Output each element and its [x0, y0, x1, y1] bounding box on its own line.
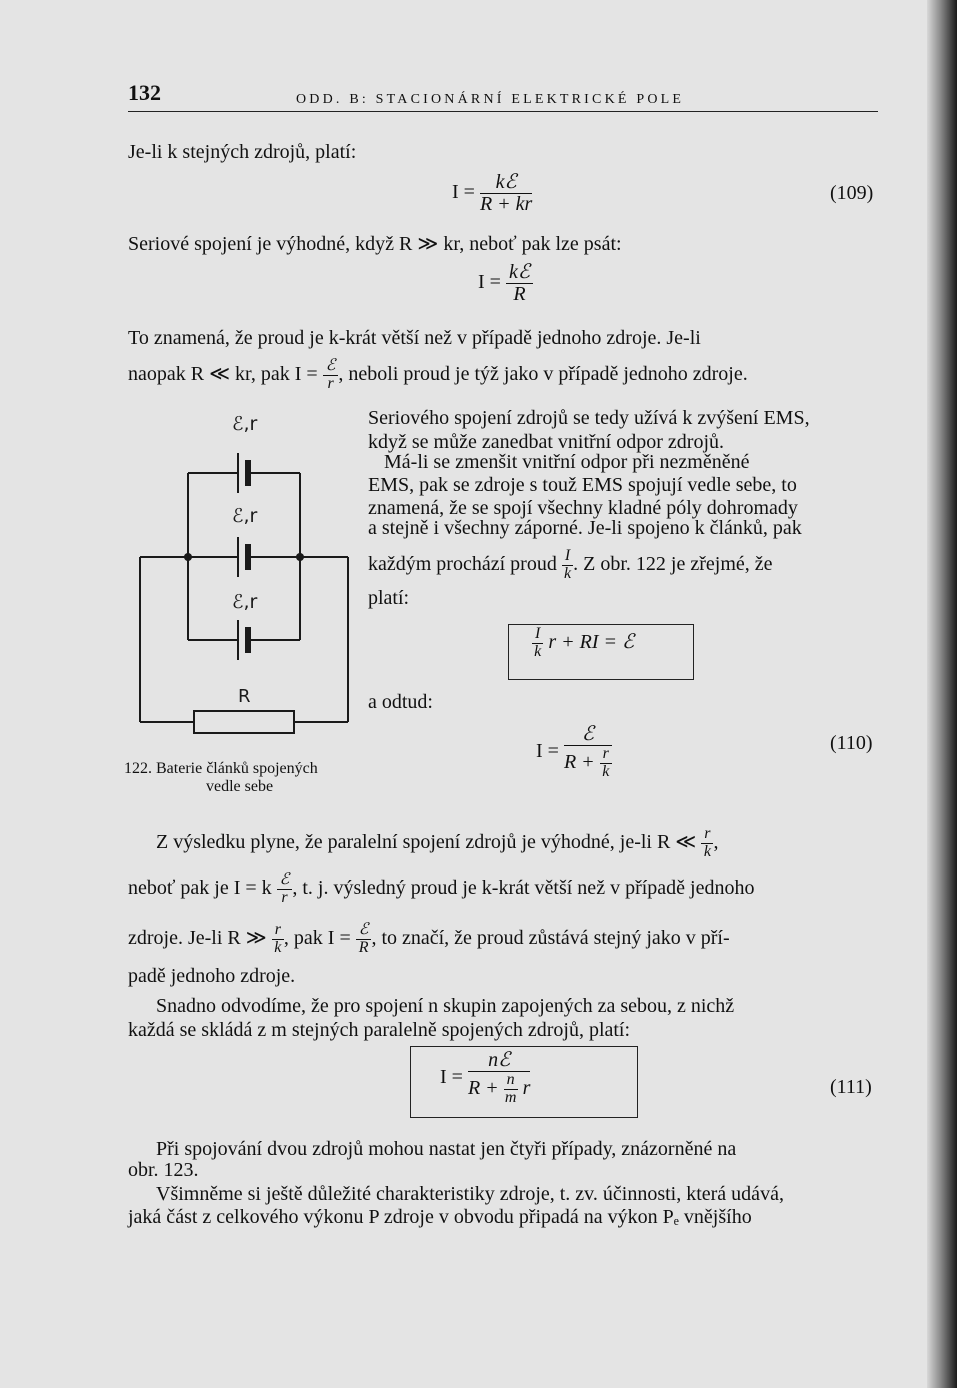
- p4-l2-text-b: , t. j. výsledný proud je k-krát větší než v případě jednoho: [292, 876, 755, 899]
- p4-l3-frac1-den: k: [274, 938, 282, 956]
- equation-110: [536, 724, 612, 781]
- eq111-den-frac-den: m: [504, 1088, 517, 1106]
- cell-label-3: ℰ,r: [232, 591, 258, 613]
- eq111-numerator: nℰ: [468, 1050, 531, 1072]
- resistor-label: R: [238, 686, 251, 707]
- p4-l1-frac-den: k: [703, 842, 711, 860]
- paragraph-3-line-1: To znamená, že proud je k-krát větší než v případě jednoho zdroje. Je-li: [128, 327, 701, 349]
- paragraph-3-line-2: [128, 358, 748, 393]
- junction-right: [296, 553, 304, 561]
- p3-text-a: naopak R ≪ kr, pak I =: [128, 362, 318, 385]
- right-col-line-7: [368, 548, 773, 583]
- paragraph-4-line-2: [128, 872, 754, 907]
- rc-l7-fraction: [562, 548, 573, 583]
- eq111-den-frac-num: n: [504, 1072, 518, 1090]
- equation-series: [478, 262, 533, 305]
- eq111-fraction: [468, 1050, 531, 1107]
- right-col-line-4: EMS, pak se zdroje s touž EMS spojují vedle sebe, to: [368, 474, 797, 496]
- eq110-lhs: I =: [536, 739, 559, 762]
- p4-l3-frac2-num: ℰ: [356, 922, 372, 940]
- p4-l3-frac2-den: R: [358, 938, 369, 956]
- eq110-den-fraction: [600, 746, 612, 781]
- equation-111: [440, 1050, 530, 1107]
- right-col-line-8: platí:: [368, 587, 410, 609]
- paragraph-5-line-1: Snadno odvodíme, že pro spojení n skupin zapojených za sebou, z nichž: [156, 995, 735, 1017]
- boxed-eq-fraction: [532, 626, 543, 661]
- paragraph-6-line-2: obr. 123.: [128, 1159, 199, 1181]
- p4-l1-text-b: ,: [713, 830, 719, 853]
- rc-l7-text-b: . Z obr. 122 je zřejmé, že: [573, 552, 773, 575]
- paragraph-7-line-2: jaká část z celkového výkonu P zdroje v obvodu připadá na výkon Pₑ vnějšího: [128, 1206, 752, 1228]
- eq111-denominator: [468, 1072, 531, 1107]
- boxed-eq-frac-num: I: [532, 626, 543, 644]
- eq109-fraction: [480, 172, 532, 215]
- p4-l1-fraction: [701, 826, 713, 861]
- boxed-eq-rest: r + RI = ℰ: [548, 630, 635, 653]
- p4-l3-text-c: , to značí, že proud zůstává stejný jako v pří-: [371, 926, 730, 949]
- eq-series-fraction: [506, 262, 533, 305]
- p4-l2-fraction: [277, 872, 293, 907]
- paragraph-1: Je-li k stejných zdrojů, platí:: [128, 141, 357, 163]
- p4-l3-text-a: zdroje. Je-li R ≫: [128, 926, 267, 949]
- eq109-numerator: kℰ: [480, 172, 532, 194]
- running-title: ODD. B: STACIONÁRNÍ ELEKTRICKÉ POLE: [296, 92, 685, 107]
- figure-caption-line-2: vedle sebe: [206, 778, 274, 795]
- paragraph-4-line-3: [128, 922, 730, 957]
- right-col-line-1: Seriového spojení zdrojů se tedy užívá k zvýšení EMS,: [368, 407, 810, 429]
- p3-frac-den: r: [327, 374, 334, 392]
- p4-l1-frac-num: r: [701, 826, 713, 844]
- page-edge-shadow: [927, 0, 957, 1388]
- right-col-line-3: Má-li se zmenšit vnitřní odpor při nezměněné: [384, 451, 750, 473]
- header-rule: [128, 111, 878, 112]
- figure-caption-line-1: 122. Baterie článků spojených: [124, 760, 318, 777]
- junction-left: [184, 553, 192, 561]
- eq-series-numerator: kℰ: [506, 262, 533, 284]
- eq110-numerator: ℰ: [564, 724, 612, 746]
- paragraph-2: Seriové spojení je výhodné, když R ≫ kr, neboť pak lze psát:: [128, 233, 622, 255]
- eq111-den-text-a: R +: [467, 1076, 499, 1099]
- p3-text-b: , neboli proud je týž jako v případě jednoho zdroje.: [338, 362, 748, 385]
- eq-series-denominator: R: [513, 283, 526, 305]
- paragraph-5-line-2: každá se skládá z m stejných paralelně spojených zdrojů, platí:: [128, 1019, 631, 1041]
- boxed-equation: [532, 626, 634, 661]
- paragraph-4-line-1: [156, 826, 718, 861]
- rc-l7-frac-den: k: [563, 564, 572, 582]
- p4-l2-frac-den: r: [281, 888, 288, 906]
- eq110-den-frac-num: r: [600, 746, 612, 764]
- p4-l3-fraction-2: [356, 922, 372, 957]
- p3-frac-num: ℰ: [323, 358, 339, 376]
- eq110-fraction: [564, 724, 612, 781]
- p4-l2-frac-num: ℰ: [277, 872, 293, 890]
- battery-cells: [238, 453, 248, 660]
- paragraph-4-line-4: padě jednoho zdroje.: [128, 965, 296, 987]
- p4-l2-text-a: neboť pak je I = k: [128, 876, 272, 899]
- equation-109: [452, 172, 532, 215]
- p4-l1-text-a: Z výsledku plyne, že paralelní spojení zdrojů je výhodné, je-li R ≪: [156, 830, 697, 853]
- right-col-line-6: a stejně i všechny záporné. Je-li spojeno k článků, pak: [368, 517, 802, 539]
- cell-label-1: ℰ,r: [232, 413, 258, 435]
- parallel-battery-circuit-diagram: [120, 400, 360, 745]
- p4-l3-frac1-num: r: [272, 922, 284, 940]
- eq109-denominator: R + kr: [479, 193, 533, 215]
- p4-l3-fraction-1: [272, 922, 284, 957]
- rc-l7-text-a: každým prochází proud: [368, 552, 557, 575]
- eq111-den-text-b: r: [522, 1076, 531, 1099]
- eq110-den-text: R +: [563, 750, 595, 773]
- resistor: [194, 711, 294, 733]
- right-col-line-9: a odtud:: [368, 691, 433, 713]
- eq110-den-frac-den: k: [602, 762, 610, 780]
- cell-label-2: ℰ,r: [232, 505, 258, 527]
- right-col-line-2: když se může zanedbat vnitřní odpor zdrojů.: [368, 431, 724, 453]
- eq111-den-fraction: [504, 1072, 518, 1107]
- eq111-label: (111): [830, 1076, 872, 1098]
- boxed-eq-frac-den: k: [534, 642, 542, 660]
- eq111-lhs: I =: [440, 1065, 463, 1088]
- eq110-label: (110): [830, 732, 873, 754]
- right-col-line-5: znamená, že se spojí všechny kladné póly dohromady: [368, 497, 798, 519]
- p4-l3-text-b: , pak I =: [283, 926, 351, 949]
- rc-l7-frac-num: I: [562, 548, 573, 566]
- p3-fraction: [323, 358, 339, 393]
- page-number: 132: [128, 80, 161, 105]
- eq110-denominator: [564, 746, 612, 781]
- eq109-lhs: I =: [452, 181, 475, 204]
- eq109-label: (109): [830, 182, 874, 204]
- paragraph-7-line-1: Všimněme si ještě důležité charakteristiky zdroje, t. zv. účinnosti, která udává,: [156, 1183, 784, 1205]
- eq-series-lhs: I =: [478, 271, 501, 294]
- paragraph-6-line-1: Při spojování dvou zdrojů mohou nastat jen čtyři případy, znázorněné na: [156, 1138, 737, 1160]
